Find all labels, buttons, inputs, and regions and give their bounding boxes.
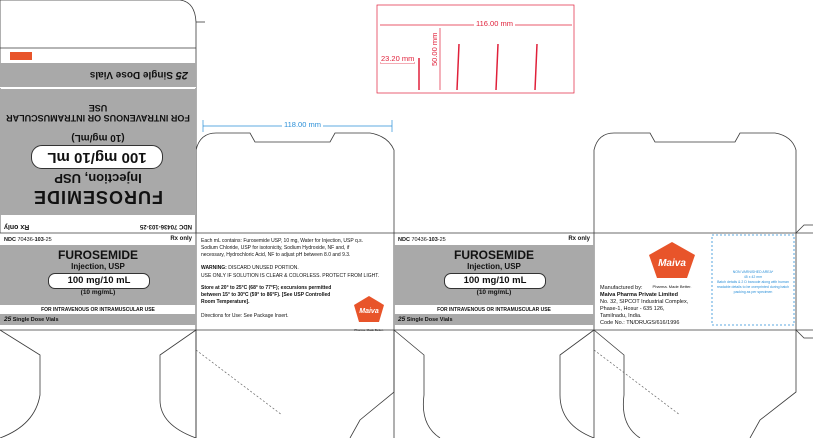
front-strength-pill (48, 273, 150, 289)
front-panel-left (0, 233, 196, 330)
top-conc: (10 mg/mL) (71, 132, 125, 143)
maiva-pentagon-icon (353, 295, 385, 323)
front-strength: 100 mg/10 mL (67, 275, 131, 286)
composition-text: Each mL contains: Furosemide USP, 10 mg, Water for Injection, USP q.s. Sodium Chloride, USP for isotonicity, Sodium Hydroxide, NF and, if necessary, Hydrochloric Acid, NF to adjust pH between 8.0 and 9.3. (201, 238, 364, 258)
svg-text:Maiva: Maiva (359, 308, 379, 315)
front-strength-2: 100 mg/10 mL (463, 275, 527, 286)
front-route-2: FOR INTRAVENOUS OR INTRAMUSCULAR USE (437, 307, 551, 313)
front-name: FUROSEMIDE (57, 248, 138, 262)
ndc-code: 103 (34, 237, 44, 243)
tagline-large: Pharma. Made Better. (652, 284, 692, 289)
mfr-code: Code No.: TN/DRUGS/616/1996 (600, 320, 680, 326)
varinfo-size: 45 x 42 mm (743, 275, 763, 279)
top-strength-pill (31, 145, 163, 169)
front-rx-2: Rx only (568, 236, 590, 242)
mfr-address3: Tamilnadu, India. (600, 313, 642, 319)
info-panel (196, 233, 394, 330)
top-form: Injection, USP (54, 171, 142, 186)
front-count-band (0, 314, 196, 325)
mfr-address1: No. 32, SIPCOT Industrial Complex, (600, 299, 689, 305)
warning-title: WARNING: (201, 265, 227, 271)
tagline-small: Pharma. Made Better. (354, 328, 384, 332)
dim-small: 23.20 mm (381, 54, 415, 63)
front-grey-band-2 (394, 245, 594, 305)
maiva-pentagon-icon-large (648, 241, 696, 279)
varinfo-title: NON VARNISHED AREA* (732, 270, 774, 274)
front-form-2: Injection, USP (467, 262, 521, 271)
front-form: Injection, USP (71, 262, 125, 271)
top-logo (8, 51, 34, 63)
svg-text:Maiva: Maiva (658, 258, 686, 269)
ndc-suffix: -25 (43, 237, 52, 243)
ndc-num: 70436- (17, 237, 35, 243)
top-count-band (0, 63, 196, 88)
front-conc-2: (10 mg/mL) (476, 289, 512, 296)
top-route: FOR INTRAVENOUS OR INTRAMUSCULAR USE (6, 103, 190, 123)
manufacturer-panel (594, 233, 712, 330)
ndc-suffix-2: -25 (437, 237, 446, 243)
dim-top-width: 116.00 mm (476, 19, 513, 28)
top-panel (0, 48, 196, 233)
front-count-label-2: Single Dose Vials (406, 317, 453, 323)
use-only-text: USE ONLY IF SOLUTION IS CLEAR & COLORLESS. PROTECT FROM LIGHT. (201, 273, 380, 279)
varinfo-note: Batch details & 2 D barcode along with human readable details to be overprinted during batch packing as per specimen (716, 280, 790, 294)
maiva-logo-small (353, 295, 385, 332)
front-route: FOR INTRAVENOUS OR INTRAMUSCULAR USE (41, 307, 155, 313)
ndc-code-2: 103 (428, 237, 438, 243)
front-count-band-2 (394, 314, 594, 325)
ndc-prefix: NDC (4, 237, 16, 243)
non-varnished-area (716, 270, 790, 295)
maiva-logo-large (648, 241, 696, 289)
front-count: 25 (4, 316, 12, 323)
top-name: FUROSEMIDE (33, 187, 164, 207)
front-count-2: 25 (398, 316, 406, 323)
store-text: Store at 20° to 25°C (68° to 77°F); excursions permitted between 15° to 30°C (59° to 86°F). [See USP Controlled Room Temperature]. (201, 285, 332, 305)
dim-height: 50.00 mm (430, 32, 439, 66)
ndc-prefix-2: NDC (398, 237, 410, 243)
top-count-label: Single Dose Vials (89, 69, 173, 80)
mfr-label: Manufactured by: (600, 285, 643, 291)
top-count: 25 (175, 69, 188, 81)
mfr-company: Maiva Pharma Private Limited (600, 292, 678, 298)
front-name-2: FUROSEMIDE (453, 248, 534, 262)
front-rx: Rx only (170, 236, 192, 242)
top-rx: Rx only (4, 223, 30, 230)
front-strength-pill-2 (444, 273, 546, 289)
front-count-label: Single Dose Vials (12, 317, 59, 323)
warning-text: DISCARD UNUSED PORTION. (228, 265, 299, 271)
dim-mid-width: 118.00 mm (284, 120, 321, 129)
front-grey-band (0, 245, 196, 305)
directions-text: Directions for Use: See Package Insert. (201, 313, 289, 319)
front-panel-right (394, 233, 594, 330)
top-grey-band (0, 89, 196, 215)
top-ndc: NDC 70436-103-25 (139, 223, 192, 229)
mfr-address2: Phase-1, Hosur - 635 126, (600, 306, 665, 312)
ndc-num-2: 70436- (411, 237, 429, 243)
front-conc: (10 mg/mL) (80, 289, 116, 296)
top-strength: 100 mg/10 mL (47, 149, 147, 166)
